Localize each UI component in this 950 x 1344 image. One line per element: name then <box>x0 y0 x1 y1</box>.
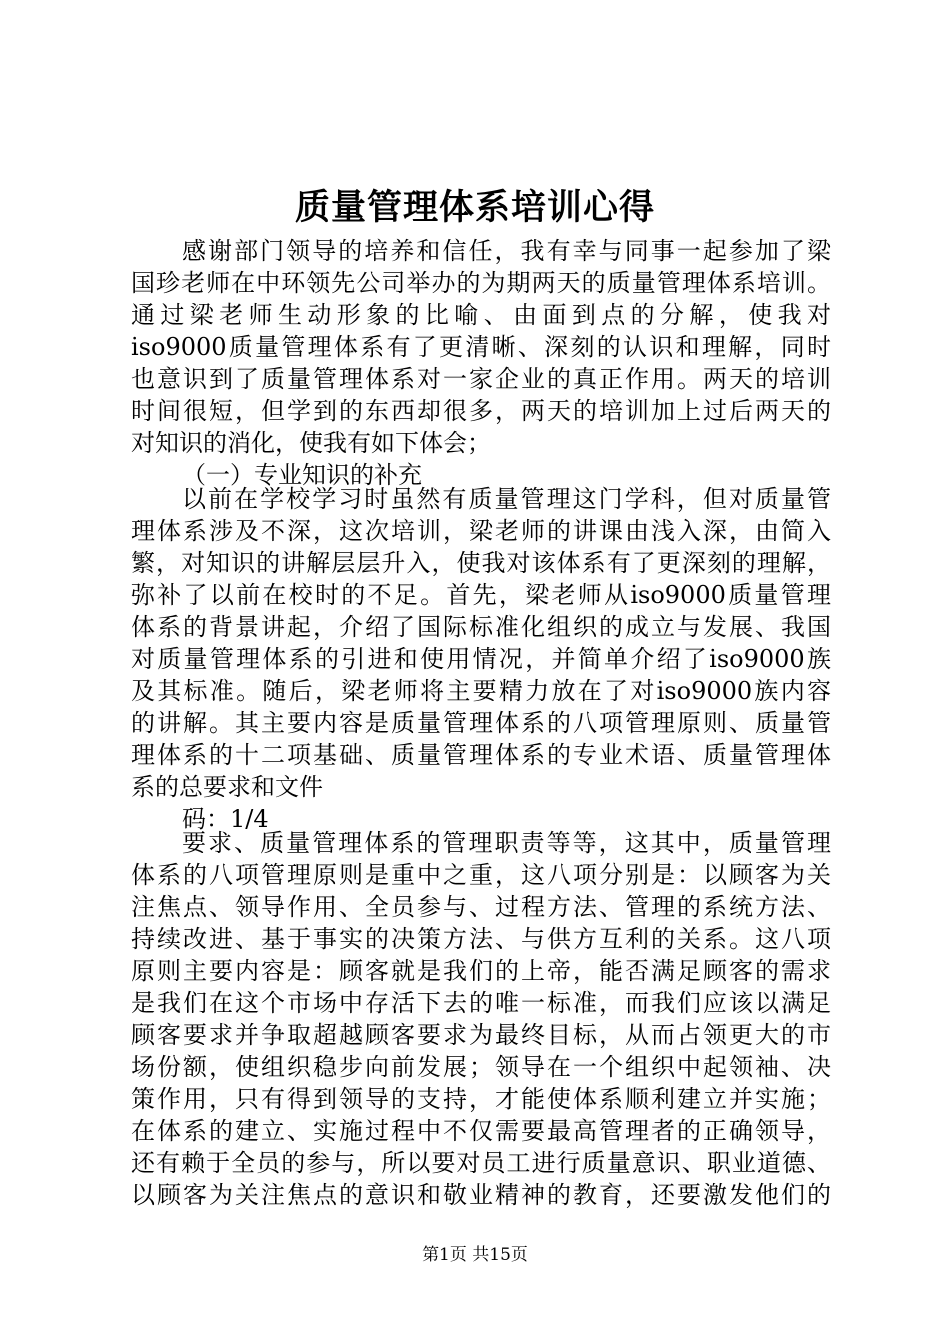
paragraph-line: 弥补了以前在校时的不足。首先，梁老师从iso9000质量管理 <box>131 581 831 609</box>
paragraph-line: 原则主要内容是：顾客就是我们的上帝，能否满足顾客的需求 <box>131 957 831 985</box>
paragraph-line: 繁，对知识的讲解层层升入，使我对该体系有了更深刻的理解， <box>131 549 831 577</box>
paragraph-line: 在体系的建立、实施过程中不仅需要最高管理者的正确领导， <box>131 1117 831 1145</box>
paragraph-line: 理体系涉及不深，这次培训，梁老师的讲课由浅入深，由简入 <box>131 517 831 545</box>
document-title: 质量管理体系培训心得 <box>294 187 655 228</box>
paragraph-line: 是我们在这个市场中存活下去的唯一标准，而我们应该以满足 <box>131 989 831 1017</box>
paragraph-line: 要求、质量管理体系的管理职责等等，这其中，质量管理 <box>182 829 831 857</box>
paragraph-line: 感谢部门领导的培养和信任，我有幸与同事一起参加了梁 <box>182 237 831 265</box>
paragraph-line: iso9000质量管理体系有了更清晰、深刻的认识和理解，同时 <box>131 333 831 361</box>
paragraph-line: 以顾客为关注焦点的意识和敬业精神的教育，还要激发他们的 <box>131 1181 831 1209</box>
paragraph-line: 时间很短，但学到的东西却很多，两天的培训加上过后两天的 <box>131 397 831 425</box>
paragraph-line: 还有赖于全员的参与，所以要对员工进行质量意识、职业道德、 <box>131 1149 831 1177</box>
paragraph-line: 顾客要求并争取超越顾客要求为最终目标，从而占领更大的市 <box>131 1021 831 1049</box>
page-code-note: 码：1/4 <box>182 805 269 833</box>
paragraph-line: 持续改进、基于事实的决策方法、与供方互利的关系。这八项 <box>131 925 831 953</box>
paragraph-line: 对质量管理体系的引进和使用情况，并简单介绍了iso9000族 <box>131 645 831 673</box>
paragraph-line: 以前在学校学习时虽然有质量管理这门学科，但对质量管 <box>182 485 831 513</box>
paragraph-line: 也意识到了质量管理体系对一家企业的真正作用。两天的培训 <box>131 365 831 393</box>
paragraph-line: 系的总要求和文件 <box>131 773 323 801</box>
paragraph-line: 体系的背景讲起，介绍了国际标准化组织的成立与发展、我国 <box>131 613 831 641</box>
paragraph-line: 的讲解。其主要内容是质量管理体系的八项管理原则、质量管 <box>131 709 831 737</box>
paragraph-line: 国珍老师在中环领先公司举办的为期两天的质量管理体系培训。 <box>131 269 831 297</box>
page-number-footer: 第1页 共15页 <box>422 1245 528 1265</box>
paragraph-line: 通过梁老师生动形象的比喻、由面到点的分解，使我对 <box>131 301 831 329</box>
section-heading: （一）专业知识的补充 <box>182 461 422 489</box>
paragraph-line: 策作用，只有得到领导的支持，才能使体系顺利建立并实施； <box>131 1085 831 1113</box>
paragraph-line: 对知识的消化，使我有如下体会； <box>131 429 491 457</box>
paragraph-line: 注焦点、领导作用、全员参与、过程方法、管理的系统方法、 <box>131 893 831 921</box>
paragraph-line: 理体系的十二项基础、质量管理体系的专业术语、质量管理体 <box>131 741 831 769</box>
paragraph-line: 体系的八项管理原则是重中之重，这八项分别是：以顾客为关 <box>131 861 831 889</box>
paragraph-line: 及其标准。随后，梁老师将主要精力放在了对iso9000族内容 <box>131 677 831 705</box>
paragraph-line: 场份额，使组织稳步向前发展；领导在一个组织中起领袖、决 <box>131 1053 831 1081</box>
